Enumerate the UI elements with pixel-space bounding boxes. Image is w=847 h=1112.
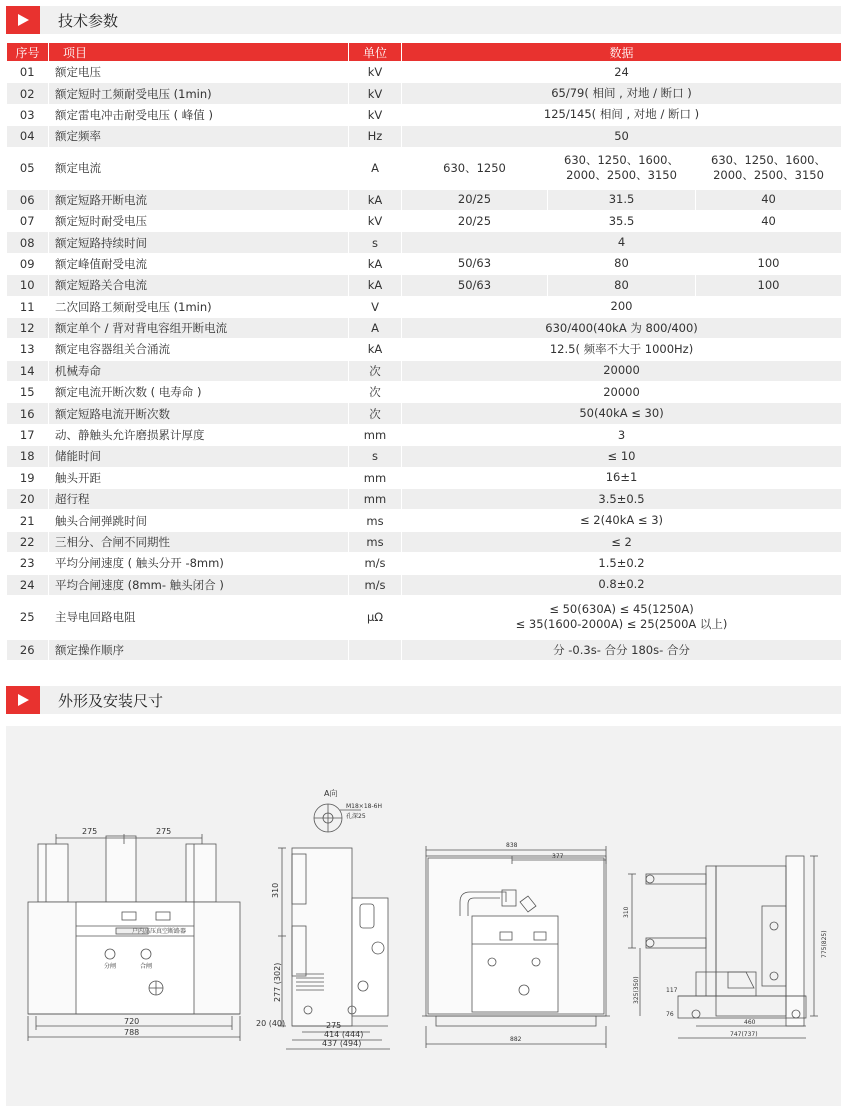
row-item: 机械寿命 — [49, 360, 349, 381]
table-row — [7, 126, 842, 147]
row-unit: 次 — [349, 360, 402, 381]
row-value: 20000 — [402, 382, 842, 403]
row-number: 06 — [7, 189, 49, 210]
table-row — [7, 62, 842, 83]
row-unit — [349, 639, 402, 660]
row-item: 额定峰值耐受电流 — [49, 253, 349, 274]
row-value-3: 100 — [696, 275, 842, 296]
row-number: 12 — [7, 317, 49, 338]
row-value-3: 40 — [696, 189, 842, 210]
row-value-3: 630、1250、1600、2000、2500、3150 — [696, 147, 842, 189]
table-row — [7, 595, 842, 639]
table-row — [7, 639, 842, 660]
row-unit: ms — [349, 510, 402, 531]
row-unit: 次 — [349, 403, 402, 424]
dim-side-277: 277 (302) — [273, 962, 282, 1002]
row-item: 超行程 — [49, 489, 349, 510]
row-item: 额定短路电流开断次数 — [49, 403, 349, 424]
row-unit: kA — [349, 253, 402, 274]
row-unit: kV — [349, 62, 402, 83]
section-header-dimensions — [6, 686, 841, 714]
row-item: 额定电流 — [49, 147, 349, 189]
section-header-specs — [6, 6, 841, 34]
row-number: 10 — [7, 275, 49, 296]
side-view-2 — [628, 856, 818, 1038]
row-value: 50 — [402, 126, 842, 147]
row-unit: kV — [349, 210, 402, 231]
row-item: 平均分闸速度 ( 触头分开 -8mm) — [49, 553, 349, 574]
row-number: 23 — [7, 553, 49, 574]
spec-table — [6, 42, 842, 661]
row-value: 630/400(40kA 为 800/400) — [402, 317, 842, 338]
dim-front-720: 720 — [124, 1017, 140, 1026]
side-dir-label: A向 — [324, 789, 338, 798]
dim-front-788: 788 — [124, 1028, 140, 1037]
row-unit: m/s — [349, 553, 402, 574]
front-btn-open: 分闸 — [104, 963, 117, 970]
table-row — [7, 382, 842, 403]
row-item: 动、静触头允许磨损累计厚度 — [49, 424, 349, 445]
row-unit: kA — [349, 189, 402, 210]
table-row — [7, 253, 842, 274]
row-unit: kV — [349, 104, 402, 125]
table-row — [7, 147, 842, 189]
row-item: 触头开距 — [49, 467, 349, 488]
row-value: 3 — [402, 424, 842, 445]
dim-front2-838: 838 — [506, 842, 518, 849]
row-value: 200 — [402, 296, 842, 317]
dim-side2-310: 310 — [623, 906, 630, 918]
row-unit: V — [349, 296, 402, 317]
table-row — [7, 467, 842, 488]
row-unit: μΩ — [349, 595, 402, 639]
row-value: 65/79( 相间 , 对地 / 断口 ) — [402, 83, 842, 104]
table-row — [7, 104, 842, 125]
dim-side-310: 310 — [271, 882, 280, 898]
row-value-3: 40 — [696, 210, 842, 231]
row-number: 25 — [7, 595, 49, 639]
table-row — [7, 83, 842, 104]
row-number: 05 — [7, 147, 49, 189]
row-number: 15 — [7, 382, 49, 403]
dim-side-275: 275 — [326, 1021, 342, 1030]
row-value: 24 — [402, 62, 842, 83]
row-value: 12.5( 频率不大于 1000Hz) — [402, 339, 842, 360]
dim-side2-775: 775(825) — [821, 930, 828, 958]
row-value-2: 80 — [548, 253, 696, 274]
row-unit: mm — [349, 489, 402, 510]
row-value: 3.5±0.5 — [402, 489, 842, 510]
row-value: 4 — [402, 232, 842, 253]
row-value-1: 630、1250 — [402, 147, 548, 189]
row-item: 额定电流开断次数 ( 电寿命 ) — [49, 382, 349, 403]
row-item: 额定频率 — [49, 126, 349, 147]
row-number: 01 — [7, 62, 49, 83]
row-number: 02 — [7, 83, 49, 104]
dim-front-275a: 275 — [82, 827, 98, 836]
dim-side2-747: 747(737) — [730, 1031, 758, 1038]
row-number: 17 — [7, 424, 49, 445]
row-number: 21 — [7, 510, 49, 531]
row-number: 03 — [7, 104, 49, 125]
table-row — [7, 574, 842, 595]
row-unit: mm — [349, 467, 402, 488]
header-value: 数据 — [402, 43, 842, 62]
table-row — [7, 360, 842, 381]
row-unit: s — [349, 446, 402, 467]
drawing-svg — [6, 726, 841, 1106]
dimension-drawing — [6, 726, 841, 1106]
row-number: 08 — [7, 232, 49, 253]
front-badge: 户内高压真空断路器 — [132, 928, 187, 935]
row-item: 额定短路持续时间 — [49, 232, 349, 253]
row-unit: mm — [349, 424, 402, 445]
row-value: ≤ 2 — [402, 531, 842, 552]
table-row — [7, 339, 842, 360]
row-number: 13 — [7, 339, 49, 360]
row-item: 触头合闸弹跳时间 — [49, 510, 349, 531]
row-value: 125/145( 相间 , 对地 / 断口 ) — [402, 104, 842, 125]
row-value-1: 20/25 — [402, 210, 548, 231]
row-value-1: 50/63 — [402, 275, 548, 296]
side-note1: M18×18-6H — [346, 803, 382, 810]
row-value-1: 50/63 — [402, 253, 548, 274]
dim-side2-76: 76 — [666, 1011, 674, 1018]
side-note2: 孔深25 — [346, 813, 366, 820]
row-unit: A — [349, 147, 402, 189]
dim-front2-882: 882 — [510, 1036, 522, 1043]
play-arrow-icon — [6, 686, 40, 714]
row-value-line1: ≤ 50(630A) ≤ 45(1250A) — [549, 602, 694, 617]
row-number: 24 — [7, 574, 49, 595]
row-item: 额定短时耐受电压 — [49, 210, 349, 231]
row-unit: 次 — [349, 382, 402, 403]
row-value-2: 80 — [548, 275, 696, 296]
section-title: 技术参数 — [58, 11, 119, 30]
row-item: 三相分、合闸不同期性 — [49, 531, 349, 552]
row-number: 20 — [7, 489, 49, 510]
row-value: ≤ 2(40kA ≤ 3) — [402, 510, 842, 531]
row-number: 26 — [7, 639, 49, 660]
row-unit: Hz — [349, 126, 402, 147]
row-number: 09 — [7, 253, 49, 274]
row-item: 额定雷电冲击耐受电压 ( 峰值 ) — [49, 104, 349, 125]
row-value-2: 35.5 — [548, 210, 696, 231]
row-item: 额定操作顺序 — [49, 639, 349, 660]
front-view-2 — [422, 846, 610, 1048]
table-row — [7, 553, 842, 574]
row-value-line2: ≤ 35(1600-2000A) ≤ 25(2500A 以上) — [515, 617, 728, 632]
row-unit: s — [349, 232, 402, 253]
dim-side2-460: 460 — [744, 1019, 756, 1026]
side-view — [278, 804, 390, 1049]
row-value-3: 100 — [696, 253, 842, 274]
row-value — [402, 595, 842, 639]
row-value: 分 -0.3s- 合分 180s- 合分 — [402, 639, 842, 660]
table-header-row — [7, 43, 842, 62]
row-unit: ms — [349, 531, 402, 552]
front-btn-close: 合闸 — [140, 963, 153, 970]
dim-side-437: 437 (494) — [322, 1039, 362, 1048]
row-item: 额定短时工频耐受电压 (1min) — [49, 83, 349, 104]
row-item: 额定单个 / 背对背电容组开断电流 — [49, 317, 349, 338]
dim-side2-325: 325(350) — [633, 976, 640, 1004]
row-item: 主导电回路电阻 — [49, 595, 349, 639]
table-row — [7, 424, 842, 445]
row-item: 二次回路工频耐受电压 (1min) — [49, 296, 349, 317]
row-item: 额定短路开断电流 — [49, 189, 349, 210]
row-unit: kA — [349, 275, 402, 296]
row-number: 16 — [7, 403, 49, 424]
row-number: 19 — [7, 467, 49, 488]
header-item: 项目 — [49, 43, 349, 62]
header-no: 序号 — [7, 43, 49, 62]
row-value: 16±1 — [402, 467, 842, 488]
table-row — [7, 275, 842, 296]
table-row — [7, 531, 842, 552]
dim-side2-117: 117 — [666, 987, 678, 994]
row-value: 20000 — [402, 360, 842, 381]
front-view — [28, 834, 240, 1041]
row-value-2: 31.5 — [548, 189, 696, 210]
row-number: 11 — [7, 296, 49, 317]
row-number: 22 — [7, 531, 49, 552]
row-number: 14 — [7, 360, 49, 381]
row-item: 额定短路关合电流 — [49, 275, 349, 296]
table-row — [7, 317, 842, 338]
row-item: 额定电压 — [49, 62, 349, 83]
row-item: 储能时间 — [49, 446, 349, 467]
table-row — [7, 489, 842, 510]
dim-front2-377: 377 — [552, 853, 564, 860]
table-row — [7, 232, 842, 253]
table-row — [7, 210, 842, 231]
table-row — [7, 510, 842, 531]
row-unit: A — [349, 317, 402, 338]
row-number: 07 — [7, 210, 49, 231]
row-unit: m/s — [349, 574, 402, 595]
row-number: 04 — [7, 126, 49, 147]
row-unit: kV — [349, 83, 402, 104]
play-arrow-icon — [6, 6, 40, 34]
row-unit: kA — [349, 339, 402, 360]
row-value: 50(40kA ≤ 30) — [402, 403, 842, 424]
row-value-2: 630、1250、1600、2000、2500、3150 — [548, 147, 696, 189]
row-value: ≤ 10 — [402, 446, 842, 467]
row-value-1: 20/25 — [402, 189, 548, 210]
row-number: 18 — [7, 446, 49, 467]
table-row — [7, 403, 842, 424]
row-item: 平均合闸速度 (8mm- 触头闭合 ) — [49, 574, 349, 595]
row-item: 额定电容器组关合涌流 — [49, 339, 349, 360]
table-row — [7, 446, 842, 467]
dim-side-414: 414 (444) — [324, 1030, 364, 1039]
dim-front-275b: 275 — [156, 827, 172, 836]
table-row — [7, 296, 842, 317]
table-row — [7, 189, 842, 210]
row-value: 0.8±0.2 — [402, 574, 842, 595]
row-value: 1.5±0.2 — [402, 553, 842, 574]
header-unit: 单位 — [349, 43, 402, 62]
dim-side-20: 20 (40) — [256, 1019, 286, 1028]
section-title: 外形及安装尺寸 — [58, 691, 164, 710]
